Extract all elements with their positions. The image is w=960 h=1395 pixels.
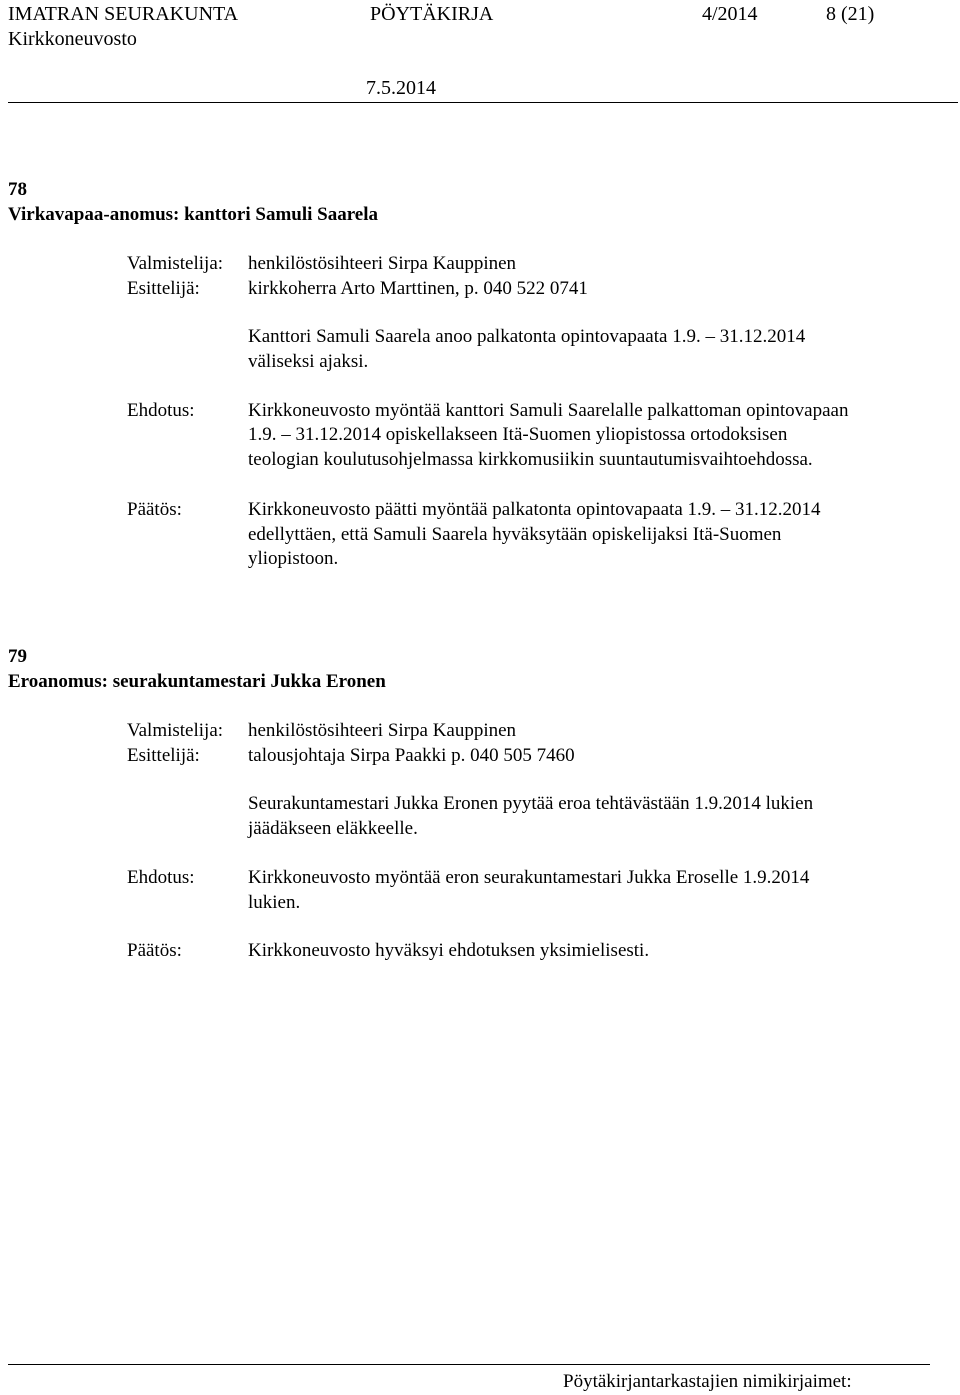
proposal-label: Ehdotus:: [127, 867, 195, 888]
decision-label: Päätös:: [127, 499, 182, 520]
decision-line: Kirkkoneuvosto päätti myöntää palkatonta opintovapaata 1.9. – 31.12.2014: [248, 499, 821, 520]
decision-label: Päätös:: [127, 940, 182, 961]
presenter-value: talousjohtaja Sirpa Paakki p. 040 505 7460: [248, 745, 575, 766]
proposal-line: 1.9. – 31.12.2014 opiskellakseen Itä-Suomen yliopistossa ortodoksisen: [248, 424, 788, 445]
background-line: Seurakuntamestari Jukka Eronen pyytää eroa tehtävästään 1.9.2014 lukien: [248, 793, 814, 814]
item-title: Virkavapaa-anomus: kanttori Samuli Saarela: [8, 204, 379, 225]
document-type: PÖYTÄKIRJA: [370, 3, 494, 25]
decision-line: edellyttäen, että Samuli Saarela hyväksytään opiskelijaksi Itä-Suomen: [248, 524, 782, 545]
background-line: Kanttori Samuli Saarela anoo palkatonta opintovapaata 1.9. – 31.12.2014: [248, 326, 806, 347]
proposal-line: lukien.: [248, 892, 301, 913]
preparer-label: Valmistelija:: [127, 253, 224, 274]
page-number: 8 (21): [826, 3, 875, 25]
background-line: jäädäkseen eläkkeelle.: [248, 818, 418, 839]
preparer-label: Valmistelija:: [127, 720, 224, 741]
preparer-value: henkilöstösihteeri Sirpa Kauppinen: [248, 720, 517, 741]
meeting-number: 4/2014: [702, 3, 758, 25]
meeting-date: 7.5.2014: [366, 77, 436, 99]
decision-line: Kirkkoneuvosto hyväksyi ehdotuksen yksimielisesti.: [248, 940, 650, 961]
proposal-line: teologian koulutusohjelmassa kirkkomusiikin suuntautumisvaihtoehdossa.: [248, 449, 813, 470]
organization-name: IMATRAN SEURAKUNTA: [8, 3, 239, 25]
presenter-label: Esittelijä:: [127, 278, 200, 299]
decision-line: yliopistoon.: [248, 548, 339, 569]
header-divider: [8, 102, 958, 103]
body-name: Kirkkoneuvosto: [8, 28, 137, 50]
presenter-label: Esittelijä:: [127, 745, 200, 766]
presenter-value: kirkkoherra Arto Marttinen, p. 040 522 0741: [248, 278, 588, 299]
proposal-line: Kirkkoneuvosto myöntää kanttori Samuli Saarelalle palkattoman opintovapaan: [248, 400, 849, 421]
preparer-value: henkilöstösihteeri Sirpa Kauppinen: [248, 253, 517, 274]
footer-divider: [8, 1364, 930, 1365]
item-title: Eroanomus: seurakuntamestari Jukka Eronen: [8, 671, 386, 692]
item-number: 79: [8, 646, 27, 667]
proposal-label: Ehdotus:: [127, 400, 195, 421]
background-line: väliseksi ajaksi.: [248, 351, 369, 372]
proposal-line: Kirkkoneuvosto myöntää eron seurakuntamestari Jukka Eroselle 1.9.2014: [248, 867, 810, 888]
item-number: 78: [8, 179, 27, 200]
initials-label: Pöytäkirjantarkastajien nimikirjaimet:: [563, 1371, 852, 1392]
